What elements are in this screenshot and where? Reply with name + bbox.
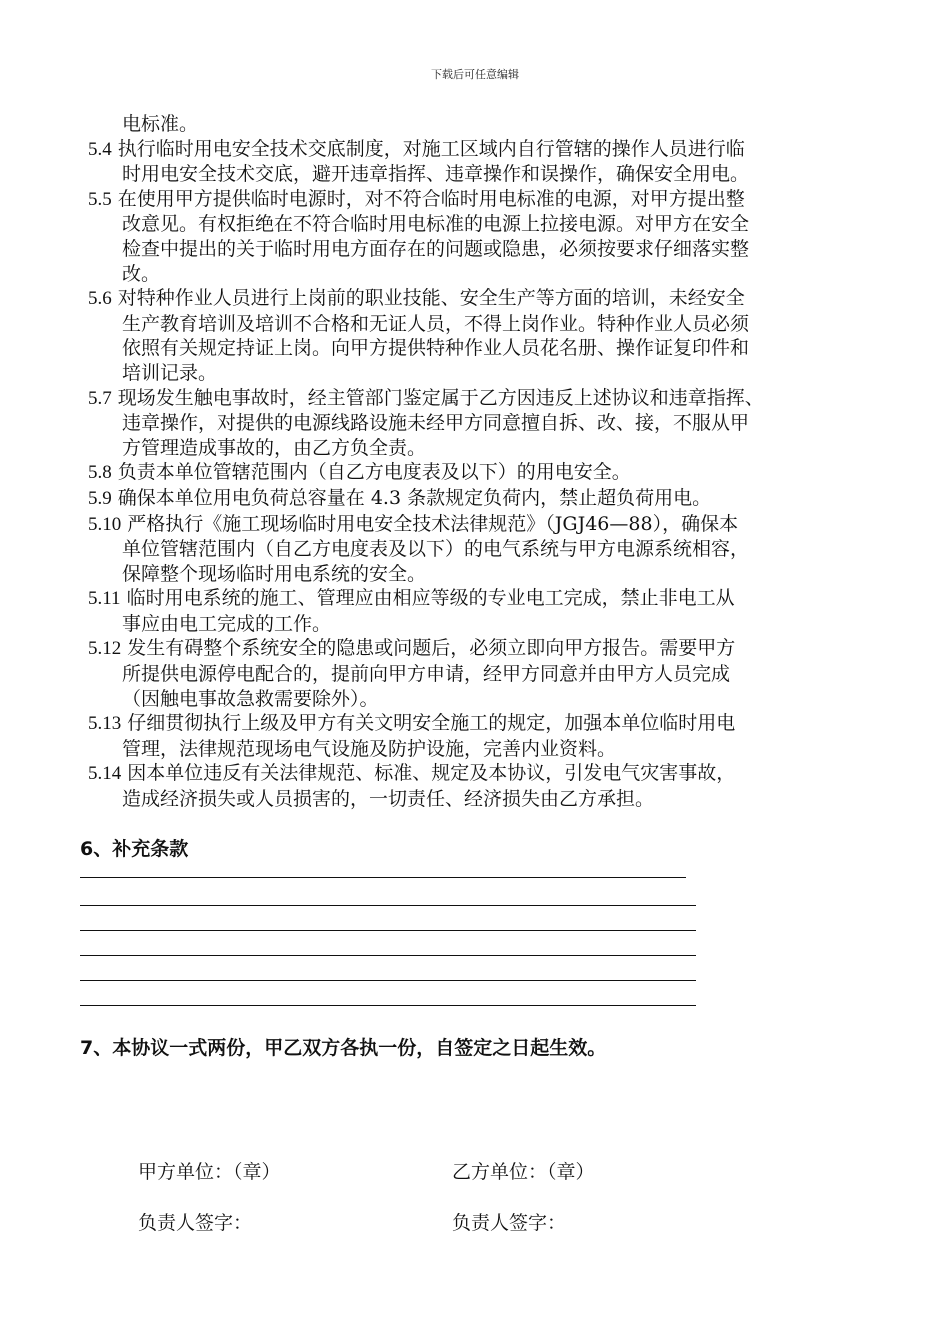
clause-5-3-tail: 电标准。 [122, 113, 199, 135]
party-b-signature-label: 负责人签字： [452, 1212, 567, 1234]
clause-text-line: 造成经济损失或人员损害的，一切责任、经济损失由乙方承担。 [122, 788, 655, 811]
clause-text-line: 方管理造成事故的，由乙方负全责。 [122, 436, 427, 459]
clause-5-9 [88, 486, 878, 512]
section-7-title: 7、本协议一式两份，甲乙双方各执一份，自签定之日起生效。 [80, 1037, 607, 1059]
supplement-blank-line [80, 877, 686, 878]
clause-text-line: 违章操作，对提供的电源线路设施未经甲方同意擅自拆、改、接，不服从甲 [122, 412, 750, 435]
clause-number: 5.13 [88, 713, 122, 735]
clause-number: 5.7 [88, 387, 112, 409]
clause-text-line: 事应由电工完成的工作。 [122, 612, 332, 635]
clause-number: 5.4 [88, 138, 112, 160]
supplement-blank-line [80, 930, 696, 931]
party-a-signature-label: 负责人签字： [138, 1212, 253, 1234]
clause-5-4 [88, 137, 878, 187]
clause-number: 5.6 [88, 288, 112, 310]
clause-text-line: 所提供电源停电配合的，提前向甲方申请，经甲方同意并由甲方人员完成 [122, 663, 731, 686]
clause-5-11 [88, 586, 878, 636]
clause-text-line: 临时用电系统的施工、管理应由相应等级的专业电工完成，禁止非电工从 [126, 587, 735, 610]
clause-text-line: 负责本单位管辖范围内（自乙方电度表及以下）的用电安全。 [117, 461, 631, 484]
clause-text-line: 改意见。有权拒绝在不符合临时用电标准的电源上拉接电源。对甲方在安全 [122, 213, 750, 236]
clause-text-line: 检查中提出的关于临时用电方面存在的问题或隐患，必须按要求仔细落实整 [122, 237, 750, 260]
clause-list [88, 112, 878, 812]
clause-text-line: 确保本单位用电负荷总容量在 4.3 条款规定负荷内，禁止超负荷用电。 [117, 486, 712, 509]
clause-5-6 [88, 286, 878, 385]
clause-text-line: 保障整个现场临时用电系统的安全。 [122, 562, 427, 585]
clause-5-7 [88, 386, 878, 461]
clause-text-line: 培训记录。 [122, 361, 218, 384]
clause-5-13 [88, 711, 878, 761]
supplement-blank-line [80, 1005, 696, 1006]
clause-text-line: 对特种作业人员进行上岗前的职业技能、安全生产等方面的培训，未经安全 [117, 287, 745, 310]
supplement-blank-line [80, 905, 696, 906]
section-6-title: 6、补充条款 [80, 838, 189, 860]
clause-text-line: 现场发生触电事故时，经主管部门鉴定属于乙方因违反上述协议和违章指挥、 [117, 386, 764, 409]
clause-5-8 [88, 460, 878, 486]
clause-text-line: 管理，法律规范现场电气设施及防护设施，完善内业资料。 [122, 737, 617, 760]
clause-text-line: 生产教育培训及培训不合格和无证人员，不得上岗作业。特种作业人员必须 [122, 312, 750, 335]
clause-text-line: 仔细贯彻执行上级及甲方有关文明安全施工的规定，加强本单位临时用电 [127, 712, 736, 735]
clause-text-line: 执行临时用电安全技术交底制度，对施工区域内自行管辖的操作人员进行临 [117, 137, 745, 160]
clause-text-line: 时用电安全技术交底，避开违章指挥、违章操作和误操作，确保安全用电。 [122, 163, 750, 186]
clause-text-line: 在使用甲方提供临时电源时，对不符合临时用电标准的电源，对甲方提出整 [117, 187, 745, 210]
clause-text-line: 发生有碍整个系统安全的隐患或问题后，必须立即向甲方报告。需要甲方 [127, 637, 736, 660]
clause-number: 5.9 [88, 487, 112, 509]
clause-text-line: 依照有关规定持证上岗。向甲方提供特种作业人员花名册、操作证复印件和 [122, 337, 750, 360]
page-header-note: 下载后可任意编辑 [431, 68, 519, 81]
clause-number: 5.5 [88, 188, 112, 210]
supplement-blank-line [80, 955, 696, 956]
clause-5-10 [88, 512, 878, 587]
clause-text-line: （因触电事故急救需要除外）。 [122, 687, 379, 710]
clause-5-14 [88, 761, 878, 811]
clause-text-line: 因本单位违反有关法律规范、标准、规定及本协议，引发电气灾害事故， [127, 762, 736, 785]
clause-number: 5.11 [88, 588, 121, 610]
clause-number: 5.14 [88, 763, 122, 785]
supplement-blank-line [80, 980, 696, 981]
clause-number: 5.10 [88, 513, 122, 535]
clause-text-line: 单位管辖范围内（自乙方电度表及以下）的电气系统与甲方电源系统相容， [122, 538, 750, 561]
clause-5-5 [88, 187, 878, 286]
clause-5-12 [88, 636, 878, 711]
party-b-unit-label: 乙方单位：（章） [452, 1161, 595, 1183]
clause-number: 5.8 [88, 462, 112, 484]
clause-number: 5.12 [88, 638, 122, 660]
clause-text-line: 改。 [122, 262, 161, 285]
clause-text-line: 严格执行《施工现场临时用电安全技术法律规范》（JGJ46—88），确保本 [127, 512, 739, 535]
party-a-unit-label: 甲方单位：（章） [138, 1161, 281, 1183]
